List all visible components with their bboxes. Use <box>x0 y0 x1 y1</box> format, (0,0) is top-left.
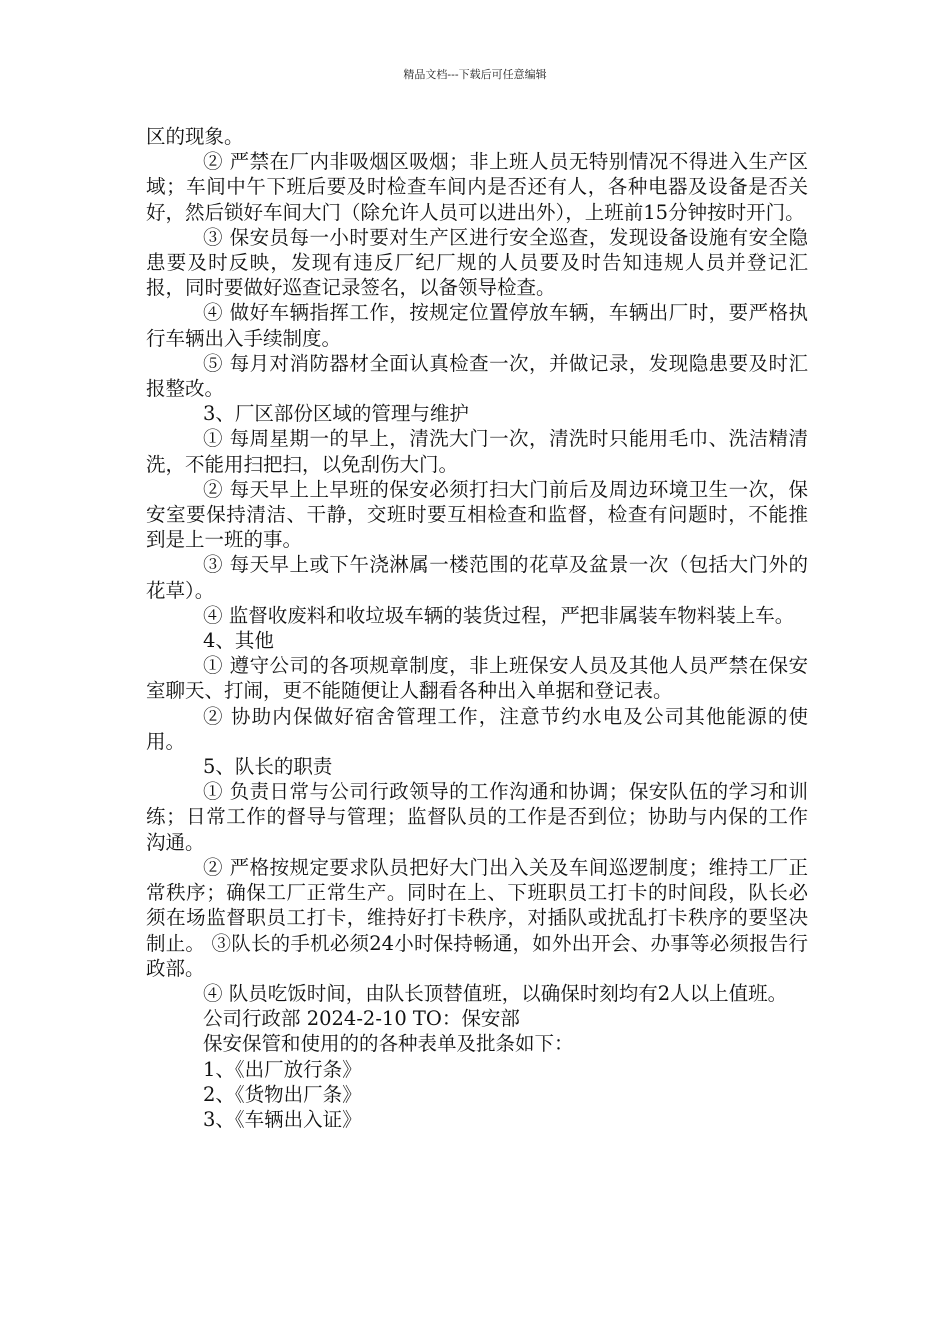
list-item: 2、《货物出厂条》 <box>203 1082 362 1106</box>
list-item: 3、《车辆出入证》 <box>203 1107 362 1131</box>
paragraph: ① 遵守公司的各项规章制度，非上班保安人员及其他人员严禁在保安室聊天、打闹，更不能随便让人翻看各种出入单据和登记表。 <box>146 654 808 703</box>
document-body <box>146 124 808 1132</box>
paragraph: ③ 保安员每一小时要对生产区进行安全巡查，发现设备设施有安全隐患要及时反映，发现有违反厂纪厂规的人员要及时告知违规人员并登记汇报，同时要做好巡查记录签名，以备领导检查。 <box>146 225 808 300</box>
paragraph: ④ 做好车辆指挥工作，按规定位置停放车辆，车辆出厂时，要严格执行车辆出入手续制度。 <box>146 301 808 350</box>
list-item: 1、《出厂放行条》 <box>203 1057 362 1081</box>
paragraph: ② 严格按规定要求队员把好大门出入关及车间巡逻制度；维持工厂正常秩序；确保工厂正常生产。同时在上、下班职员工打卡的时间段，队长必须在场监督职员工打卡，维持好打卡秩序，对插队或扰乱打卡秩序的要坚决制止。 ③队长的手机必须24小时保持畅通，如外出开会、办事等必须报告行政部。 <box>146 855 808 980</box>
paragraph: ② 严禁在厂内非吸烟区吸烟；非上班人员无特别情况不得进入生产区域；车间中午下班后要及时检查车间内是否还有人，各种电器及设备是否关好，然后锁好车间大门（除允许人员可以进出外），上班前15分钟按时开门。 <box>146 150 808 224</box>
paragraph: 区的现象。 <box>146 125 244 148</box>
paragraph: ④ 监督收废料和收垃圾车辆的装货过程，严把非属装车物料装上车。 <box>203 603 795 627</box>
paragraph: ① 每周星期一的早上，清洗大门一次，清洗时只能用毛巾、洗洁精清洗，不能用扫把扫，以免刮伤大门。 <box>146 427 808 476</box>
memo-line: 公司行政部 2024-2-10 TO：保安部 <box>203 1007 520 1031</box>
paragraph: ① 负责日常与公司行政领导的工作沟通和协调；保安队伍的学习和训练；日常工作的督导与管理；监督队员的工作是否到位；协助与内保的工作沟通。 <box>146 780 808 854</box>
paragraph: ② 协助内保做好宿舍管理工作，注意节约水电及公司其他能源的使用。 <box>146 704 808 753</box>
page-header: 精品文档---下载后可任意编辑 <box>403 68 547 81</box>
paragraph: ⑤ 每月对消防器材全面认真检查一次，并做记录，发现隐患要及时汇报整改。 <box>146 351 808 401</box>
section-heading: 3、厂区部份区域的管理与维护 <box>203 402 469 426</box>
paragraph: ② 每天早上上早班的保安必须打扫大门前后及周边环境卫生一次，保安室要保持清洁、干静，交班时要互相检查和监督，检查有问题时，不能推到是上一班的事。 <box>146 477 808 552</box>
paragraph: 保安保管和使用的的各种表单及批条如下： <box>203 1032 574 1056</box>
section-heading: 5、队长的职责 <box>203 755 333 779</box>
paragraph: ③ 每天早上或下午浇淋属一楼范围的花草及盆景一次（包括大门外的花草）。 <box>146 553 808 602</box>
paragraph: ④ 队员吃饭时间，由队长顶替值班，以确保时刻均有2人以上值班。 <box>203 981 788 1005</box>
section-heading: 4、其他 <box>203 629 274 653</box>
